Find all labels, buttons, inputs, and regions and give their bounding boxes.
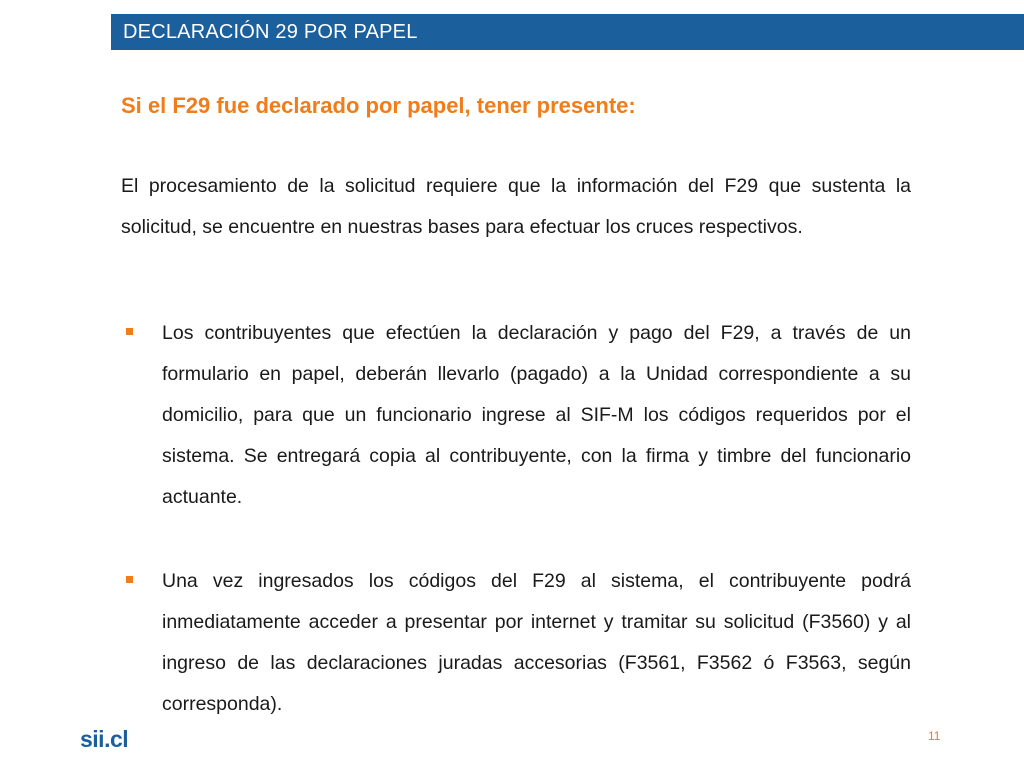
bullet-item-1 <box>121 313 911 518</box>
sii-logo: sii.cl <box>80 726 129 752</box>
bullet-text-1: Los contribuyentes que efectúen la declaración y pago del F29, a través de un formulario en papel, deberán llevarlo (pagado) a la Unidad correspondiente a su domicilio, para que un funcionario ingrese al SIF-M los códigos requeridos por el sistema. Se entregará copia al contribuyente, con la firma y timbre del funcionario actuante. <box>162 322 911 508</box>
header-title: DECLARACIÓN 29 POR PAPEL <box>123 21 418 43</box>
intro-paragraph: El procesamiento de la solicitud requiere que la información del F29 que sustenta la solicitud, se encuentre en nuestras bases para efectuar los cruces respectivos. <box>121 175 911 238</box>
bullet-item-2 <box>121 561 911 725</box>
bullet-list <box>121 313 911 768</box>
orange-square-bullet-icon <box>126 576 133 583</box>
orange-square-bullet-icon <box>126 328 133 335</box>
slide-subtitle: Si el F29 fue declarado por papel, tener presente: <box>121 93 636 118</box>
page-number: 11 <box>928 729 941 743</box>
header-bar <box>111 14 1024 50</box>
bullet-text-2: Una vez ingresados los códigos del F29 al sistema, el contribuyente podrá inmediatamente acceder a presentar por internet y tramitar su solicitud (F3560) y al ingreso de las declaraciones juradas accesorias (F3561, F3562 ó F3563, según corresponda). <box>162 570 911 715</box>
